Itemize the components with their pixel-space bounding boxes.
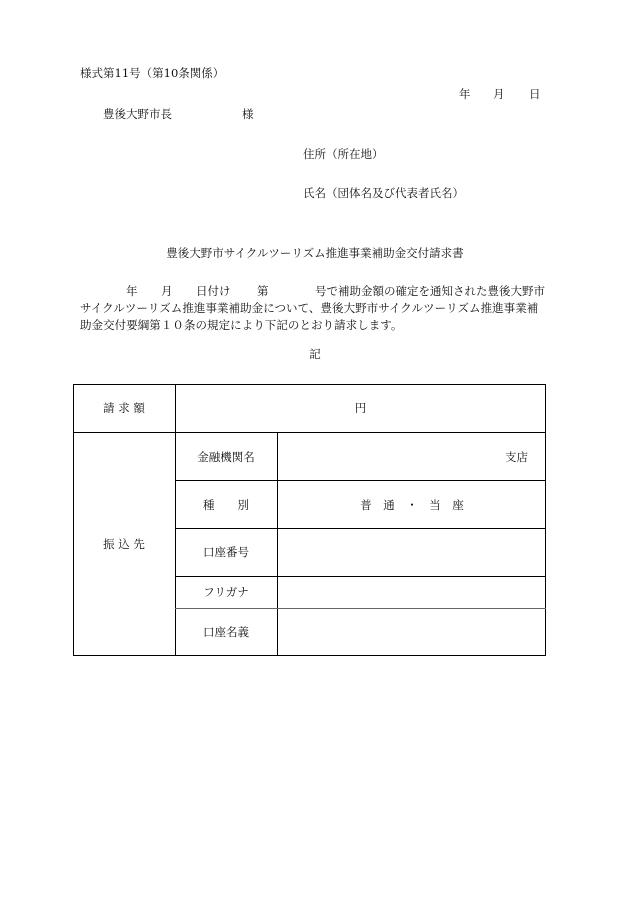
bank-name-label: 金融機関名 — [197, 450, 255, 464]
row-divider-account-number — [175, 576, 546, 577]
body-dai: 第 — [257, 284, 269, 298]
body-line-3: 助金交付要綱第１０条の規定により下記のとおり請求します。 — [80, 318, 403, 332]
document-title: 豊後大野市サイクルツーリズム推進事業補助金交付請求書 — [166, 246, 464, 260]
row-divider-furigana — [175, 608, 546, 609]
date-day-label: 日 — [529, 87, 541, 101]
body-line1-rest: 号で補助金額の確定を通知された豊後大野市 — [315, 284, 545, 298]
branch-suffix: 支店 — [505, 450, 528, 464]
account-type-options: 普 通 ・ 当 座 — [360, 498, 464, 512]
account-holder-label: 口座名義 — [203, 625, 249, 639]
row-divider-claim — [73, 432, 546, 433]
table-border-right — [545, 384, 546, 656]
addressee-honorific: 様 — [242, 107, 254, 121]
body-month: 月 — [161, 284, 173, 298]
table-border-top — [73, 384, 546, 385]
column-divider-2 — [277, 432, 278, 656]
account-type-label: 種 別 — [203, 498, 249, 512]
row-divider-bank — [175, 480, 546, 481]
column-divider-1 — [175, 384, 176, 656]
transfer-destination-label: 振 込 先 — [103, 537, 145, 551]
ki-label: 記 — [309, 347, 321, 361]
addressee-name: 豊後大野市長 — [103, 107, 172, 121]
form-number: 様式第11号（第10条関係） — [80, 66, 225, 80]
table-border-left — [73, 384, 74, 656]
furigana-label: フリガナ — [203, 585, 249, 599]
date-year-label: 年 — [459, 87, 471, 101]
body-year: 年 — [126, 284, 138, 298]
applicant-name-label: 氏名（団体名及び代表者氏名） — [303, 186, 464, 200]
claim-amount-unit: 円 — [354, 401, 367, 415]
applicant-address-label: 住所（所在地） — [303, 147, 384, 161]
body-line-2: サイクルツーリズム推進事業補助金について、豊後大野市サイクルツーリズム推進事業補 — [80, 301, 539, 315]
body-day: 日付け — [196, 284, 231, 298]
payment-details-table — [73, 384, 546, 656]
date-month-label: 月 — [493, 87, 505, 101]
account-number-label: 口座番号 — [203, 545, 249, 559]
table-border-bottom — [73, 655, 546, 656]
claim-amount-label: 請 求 額 — [103, 401, 145, 415]
row-divider-type — [175, 528, 546, 529]
